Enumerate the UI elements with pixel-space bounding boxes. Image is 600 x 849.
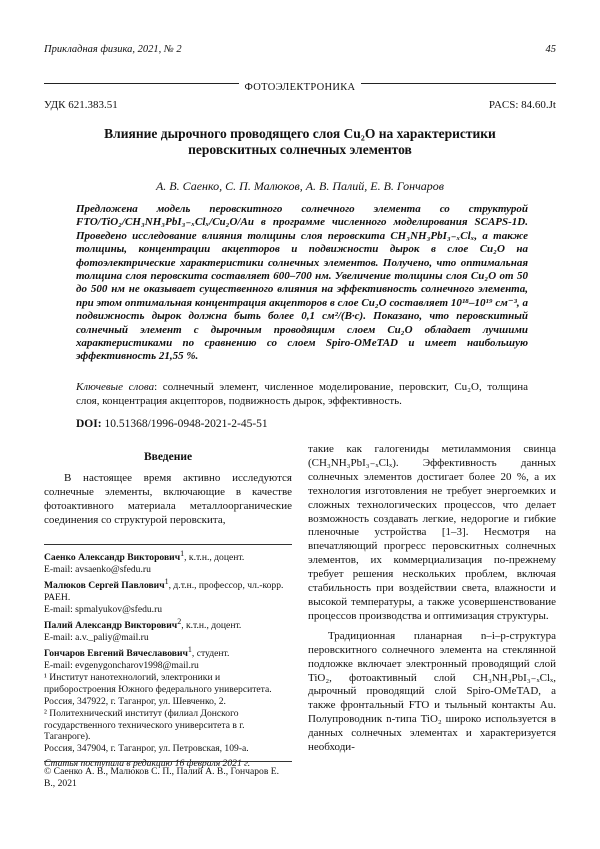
author-4-email: E-mail: evgenygoncharov1998@mail.ru [44, 660, 199, 671]
author-3-name: Палий Александр Викторович [44, 620, 178, 632]
keywords-text: : солнечный элемент, численное моделирование, перовскит, Cu₂O, толщина слоя, концентрация акцепторов, подвижность дырок, эффективность. [76, 381, 528, 407]
journal-name: Прикладная физика, 2021, № 2 [44, 44, 182, 55]
right-column [308, 443, 556, 755]
section-label: ФОТОЭЛЕКТРОНИКА [239, 82, 362, 93]
author-2-email: E-mail: spmalyukov@sfedu.ru [44, 604, 163, 615]
doi-label: DOI: [76, 418, 102, 430]
pacs-code: PACS: 84.60.Jt [488, 99, 556, 111]
page-number: 45 [545, 44, 556, 55]
author-2-sup: 1 [164, 577, 169, 586]
footnote-rule [44, 544, 292, 545]
affiliations [44, 548, 292, 770]
right-paragraph-1: такие как галогениды метиламмония свинца (CH₃NH₃PbI₃₋ₓClₓ). Эффективность данных солнечных элементов достигает более 20 %, а их технология изготовления не требует энергоемких и сложных технологических процессов, что делает возможность создавать легкие, недорогие и гибкие пленочные устройства [1–3]. Несмотря на впечатляющий прогресс перовскитных солнечных элементов, их коммерциализация по-прежнему требует решения нескольких проблем, включая стабильность при воздействии света, влажности и высокой температуры, а также усовершенствование процессов производства и оптимизация структуры. [308, 443, 556, 622]
copyright-rule [44, 761, 292, 762]
author-4-name: Гончаров Евгений Вячеславович [44, 648, 188, 660]
copyright: © Саенко А. В., Малюков С. П., Палий А. В., Гончаров Е. В., 2021 [44, 766, 280, 789]
abstract: Предложена модель перовскитного солнечного элемента со структурой FTO/TiO₂/CH₃NH₃PbI₃₋ₓClₓ/Cu₂O/Au в программе численного моделирования SCAPS-1D. Проведено исследование влияния толщины слоя перовскита CH₃NH₃PbI₃₋ₓClₓ, а также толщины, концентрации акцепторов и подвижности дырок в слое Cu₂O на фотоэлектрические характеристики солнечных элементов. Получено, что оптимальная толщина слоя перовскита составляет 600–700 нм. Увеличение толщины слоя Cu₂O от 50 до 500 нм не оказывает существенного влияния на эффективность солнечного элемента, при этом оптимальная концентрация акцепторов в слое Cu₂O составляет 10¹⁸–10¹⁹ см⁻³, а подвижность дырок должна быть более 0,1 см²/(В·с). Показано, что перовскитный солнечный элемент с дырочным проводящим слоем Cu₂O обладает лучшими характеристиками по сравнению со слоем Spiro-OMeTAD и имеет наибольшую эффективность 21,55 %. [76, 203, 528, 363]
received-date: Статья поступила в редакцию 16 февраля 2021 г. [44, 758, 251, 770]
author-2 [44, 576, 292, 604]
right-paragraph-2: Традиционная планарная n–i–p-структура перовскитного солнечного элемента на стеклянной подложке включает электронный проводящий слой TiO₂, фотоактивный слой CH₃NH₃PbI₃₋ₓClₓ, дырочный проводящий слой Spiro-OMeTAD, а также фронтальный FTO и тыльный контакты Au. Полупроводник n-типа TiO₂ широко используется в данных солнечных элементах и характеризуется необходи- [308, 629, 556, 754]
title-line-1: Влияние дырочного проводящего слоя Cu₂O на характеристики [104, 126, 496, 141]
udk-code: УДК 621.383.51 [44, 99, 118, 111]
institution-2-address: Россия, 347904, г. Таганрог, ул. Петровская, 109-а. [44, 743, 249, 755]
doi-value[interactable]: 10.51368/1996-0948-2021-2-45-51 [104, 418, 268, 430]
author-3-email: E-mail: a.v._paliy@mail.ru [44, 632, 149, 643]
title-line-2: перовскитных солнечных элементов [188, 142, 412, 157]
keywords [76, 380, 528, 408]
author-3-title: , к.т.н., доцент. [181, 620, 242, 632]
author-1-title: , к.т.н., доцент. [184, 552, 245, 564]
institution-1: ¹ Институт нанотехнологий, электроники и приборостроения Южного федерального университета. [44, 671, 272, 695]
doi [76, 418, 268, 430]
article-title [60, 126, 540, 158]
author-1-sup: 1 [180, 549, 185, 558]
author-2-name: Малюков Сергей Павлович [44, 580, 165, 592]
author-list: А. В. Саенко, С. П. Малюков, А. В. Палий, Е. В. Гончаров [155, 179, 445, 193]
author-3-sup: 2 [177, 616, 182, 626]
author-4-sup: 1 [187, 644, 192, 654]
intro-left-text: В настоящее время активно исследуются солнечные элементы, включающие в качестве фотоактивного материала металлоорганические соединения со структурой перовскита, [44, 472, 292, 526]
section-heading [0, 77, 600, 95]
institution-2: ² Политехнический институт (филиал Донского государственного технического университета в г. Таганроге). [44, 707, 245, 743]
author-2-title: , д.т.н., профессор, чл.-корр. РАЕН. [44, 580, 284, 604]
author-4 [44, 644, 292, 660]
author-1-name: Саенко Александр Викторович [44, 552, 181, 564]
institution-1-address: Россия, 347922, г. Таганрог, ул. Шевченко, 2. [44, 695, 226, 707]
intro-heading: Введение [143, 451, 193, 463]
author-1-email: E-mail: avsaenko@sfedu.ru [44, 564, 151, 576]
keywords-label: Ключевые слова [76, 381, 155, 393]
author-3 [44, 616, 292, 632]
author-1 [44, 548, 292, 564]
author-4-title: , студент. [191, 648, 230, 660]
